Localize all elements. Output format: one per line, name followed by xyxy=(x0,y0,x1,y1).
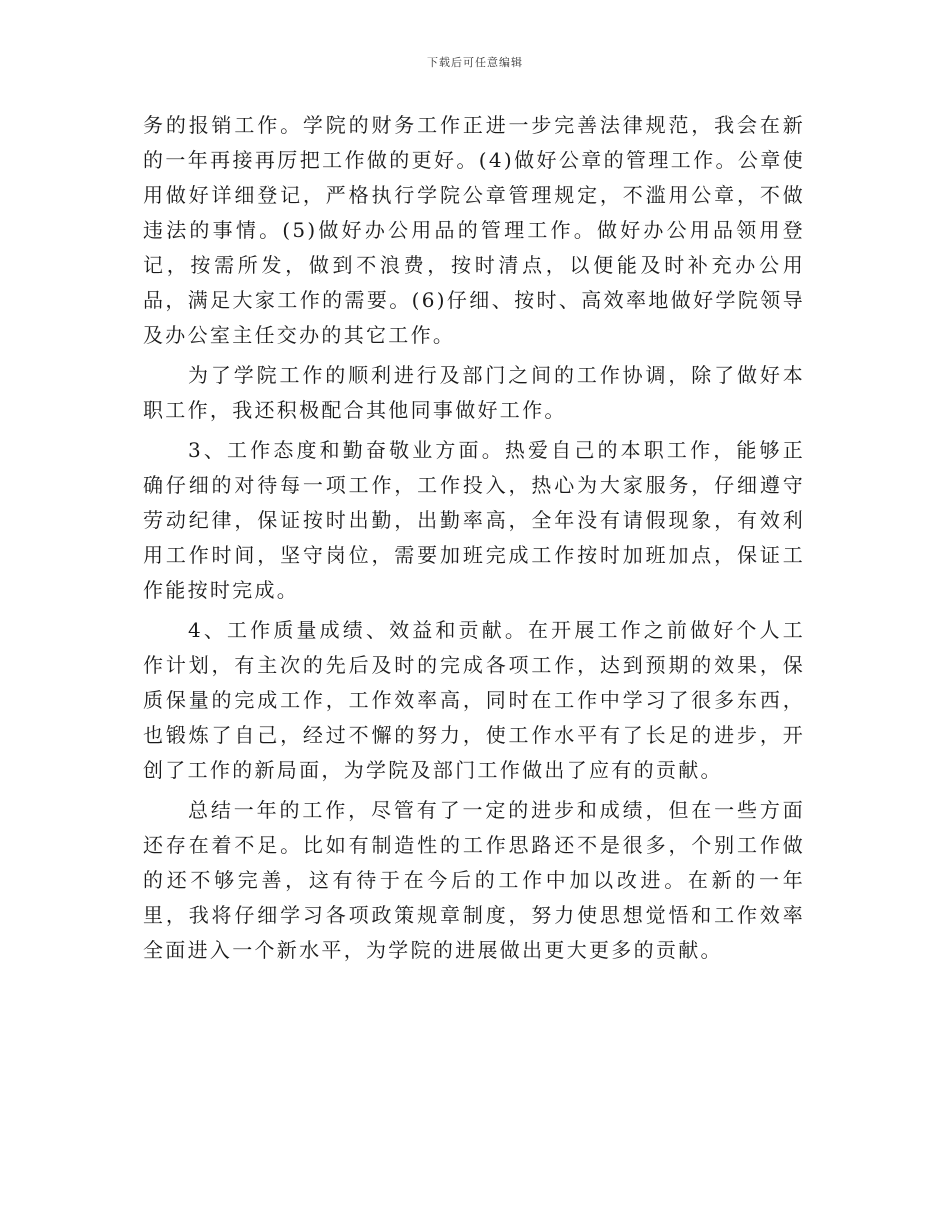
document-body xyxy=(143,108,805,968)
paragraph-summary: 总结一年的工作，尽管有了一定的进步和成绩，但在一些方面还存在着不足。比如有制造性的工作思路还不是很多，个别工作做的还不够完善，这有待于在今后的工作中加以改进。在新的一年里，我将仔细学习各项政策规章制度，努力使思想觉悟和工作效率全面进入一个新水平，为学院的进展做出更大更多的贡献。 xyxy=(143,798,805,962)
paragraph-work-attitude: 3、工作态度和勤奋敬业方面。热爱自己的本职工作，能够正确仔细的对待每一项工作，工作投入，热心为大家服务，仔细遵守劳动纪律，保证按时出勤，出勤率高，全年没有请假现象，有效利用工作时间，坚守岗位，需要加班完成工作按时加班加点，保证工作能按时完成。 xyxy=(143,438,805,602)
paragraph-continuation: 务的报销工作。学院的财务工作正进一步完善法律规范，我会在新的一年再接再厉把工作做的更好。(4)做好公章的管理工作。公章使用做好详细登记，严格执行学院公章管理规定，不滥用公章，不做违法的事情。(5)做好办公用品的管理工作。做好办公用品领用登记，按需所发，做到不浪费，按时清点，以便能及时补充办公用品，满足大家工作的需要。(6)仔细、按时、高效率地做好学院领导及办公室主任交办的其它工作。 xyxy=(143,113,805,347)
paragraph-work-quality: 4、工作质量成绩、效益和贡献。在开展工作之前做好个人工作计划，有主次的先后及时的完成各项工作，达到预期的效果，保质保量的完成工作，工作效率高，同时在工作中学习了很多东西，也锻炼了自己，经过不懈的努力，使工作水平有了长足的进步，开创了工作的新局面，为学院及部门工作做出了应有的贡献。 xyxy=(143,618,805,782)
page-header-note: 下载后可任意编辑 xyxy=(427,56,523,69)
paragraph-coordination: 为了学院工作的顺利进行及部门之间的工作协调，除了做好本职工作，我还积极配合其他同事做好工作。 xyxy=(143,363,805,422)
